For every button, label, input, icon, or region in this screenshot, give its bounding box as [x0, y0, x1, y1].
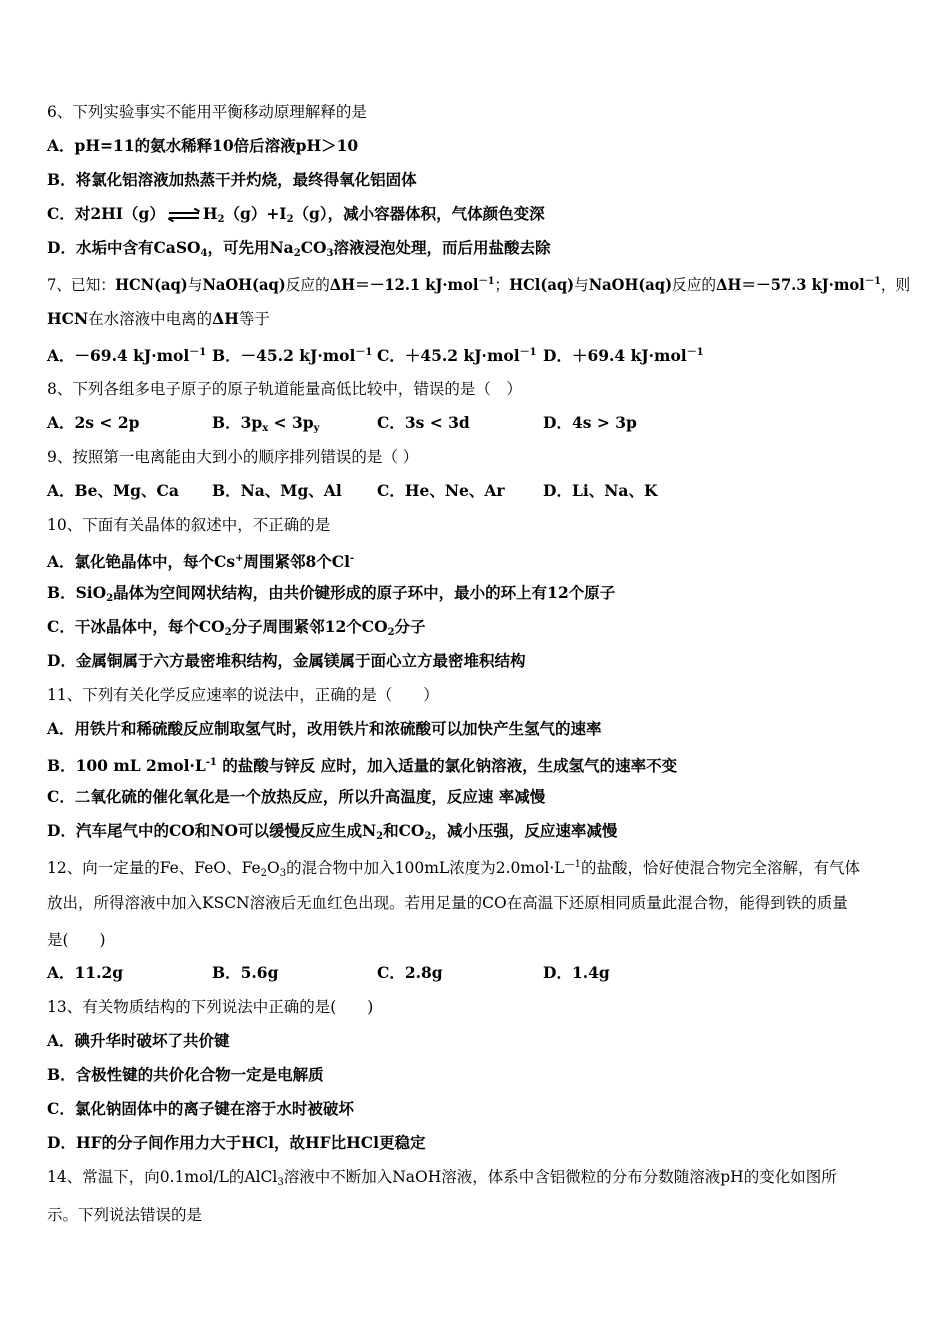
q13-option-a: A．碘升华时破坏了共价键	[47, 1031, 230, 1050]
q12-option-b: B．5.6g	[212, 963, 279, 982]
q13-option-b: B．含极性键的共价化合物一定是电解质	[47, 1065, 324, 1084]
q7-stem-line1: 7、已知：HCN(aq)与NaOH(aq)反应的ΔH＝－12.1 kJ·mol$^{-1}$；HCl(aq)与NaOH(aq)反应的ΔH＝－57.3 kJ·mol$^{-1}$，则	[47, 275, 911, 294]
q11-option-c: C．二氧化硫的催化氧化是一个放热反应，所以升高温度，反应速 率减慢	[47, 787, 546, 806]
q12-stem-line3: 是( )	[47, 931, 106, 949]
q8-stem: 8、下列各组多电子原子的原子轨道能量高低比较中，错误的是（ ）	[47, 380, 522, 398]
q7-option-b: B．－45.2 kJ·mol$^{-1}$	[212, 346, 373, 365]
q6-option-d: D．水垢中含有CaSO$_4$，可先用$Na_2CO_3$溶液浸泡处理，而后用盐酸去除	[47, 238, 551, 259]
q12-stem-line1: 12、向一定量的Fe、FeO、$Fe_2O_3$的混合物中加入100mL浓度为$2.0mol\cdot L^{—1}$的盐酸，恰好使混合物完全溶解，有气体	[47, 859, 860, 879]
q14-stem-line2: 示。下列说法错误的是	[47, 1206, 203, 1224]
q6-option-c: C．对2HI（g） $H_2(g)+I_2(g)$，减小容器体积，气体颜色变深	[47, 204, 545, 225]
q12-option-a: A．11.2g	[47, 963, 124, 982]
q7-option-d: D．＋69.4 kJ·mol$^{-1}$	[543, 346, 704, 365]
q7-option-a: A．－69.4 kJ·mol$^{-1}$	[47, 346, 207, 365]
q8-option-d: D．4s > 3p	[543, 413, 637, 432]
q10-option-b: B．SiO$_2$晶体为空间网状结构，由共价键形成的原子环中，最小的环上有12个原子	[47, 583, 616, 604]
q11-stem: 11、下列有关化学反应速率的说法中，正确的是（ ）	[47, 686, 439, 704]
q13-stem: 13、有关物质结构的下列说法中正确的是( )	[47, 998, 374, 1016]
q13-option-c: C．氯化钠固体中的离子键在溶于水时被破坏	[47, 1099, 354, 1118]
q11-option-b: B．100 mL $2mol\cdot L^{-1}$ 的盐酸与锌反 应时，加入适量的氯化钠溶液，生成氢气的速率不变	[47, 756, 678, 775]
q6-option-b: B．将氯化铝溶液加热蒸干并灼烧，最终得氧化铝固体	[47, 170, 417, 189]
q9-option-b: B．Na、Mg、Al	[212, 481, 342, 500]
q10-option-c: C．干冰晶体中，每个$CO_2$分子周围紧邻12个$CO_2$分子	[47, 617, 426, 638]
q7-option-c: C．＋45.2 kJ·mol$^{-1}$	[377, 346, 537, 365]
q9-option-d: D．Li、Na、K	[543, 481, 658, 500]
q8-option-b: B．$3p_x < 3p_y$	[212, 413, 320, 434]
q12-option-c: C．2.8g	[377, 963, 443, 982]
q9-option-c: C．He、Ne、Ar	[377, 481, 505, 500]
q10-option-a: A．氯化铯晶体中，每个Cs+周围紧邻8个Cl-	[47, 552, 355, 571]
q6-option-a: A．pH=11的氨水稀释10倍后溶液pH＞10	[47, 136, 359, 155]
q6-stem: 6、下列实验事实不能用平衡移动原理解释的是	[47, 103, 367, 121]
q9-option-a: A．Be、Mg、Ca	[47, 481, 179, 500]
q10-option-d: D．金属铜属于六方最密堆积结构，金属镁属于面心立方最密堆积结构	[47, 651, 526, 670]
q13-option-d: D．HF的分子间作用力大于HCl，故HF比HCl更稳定	[47, 1133, 426, 1152]
q9-stem: 9、按照第一电离能由大到小的顺序排列错误的是（ ）	[47, 448, 419, 466]
q12-option-d: D．1.4g	[543, 963, 610, 982]
q14-stem-line1: 14、常温下，向0.1mol/L的AlCl$_3$溶液中不断加入NaOH溶液，体系中含铝微粒的分布分数随溶液pH的变化如图所	[47, 1168, 837, 1188]
q11-option-a: A．用铁片和稀硫酸反应制取氢气时，改用铁片和浓硫酸可以加快产生氢气的速率	[47, 719, 602, 738]
q11-option-d: D．汽车尾气中的CO和NO可以缓慢反应生成$N_2$和$CO_2$，减小压强，反应速率减慢	[47, 821, 618, 842]
reversible-arrow-icon	[167, 209, 201, 221]
q10-stem: 10、下面有关晶体的叙述中，不正确的是	[47, 516, 331, 534]
q12-stem-line2: 放出，所得溶液中加入KSCN溶液后无血红色出现。若用足量的CO在高温下还原相同质量此混合物，能得到铁的质量	[47, 894, 848, 912]
q7-stem-line2: HCN在水溶液中电离的ΔH等于	[47, 309, 270, 328]
q8-option-a: A．2s < 2p	[47, 413, 140, 432]
q8-option-c: C．3s < 3d	[377, 413, 470, 432]
